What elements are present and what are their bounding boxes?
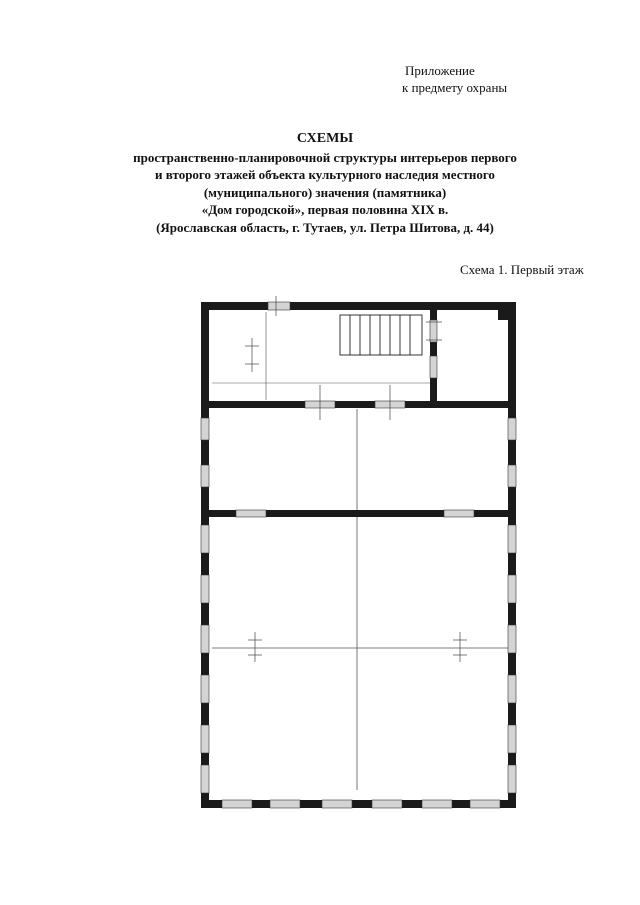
stairs xyxy=(340,315,422,355)
title-line-3: (муниципального) значения (памятника) xyxy=(203,184,447,200)
plan-grid-lines xyxy=(212,312,508,790)
windows xyxy=(201,302,516,808)
title-line-4: «Дом городской», первая половина XIX в. xyxy=(201,202,449,217)
appendix-line-1: Приложение xyxy=(405,63,475,78)
walls xyxy=(201,302,516,808)
title-line-5: (Ярославская область, г. Тутаев, ул. Петра Шитова, д. 44) xyxy=(156,219,494,235)
scheme-label: Схема 1. Первый этаж xyxy=(460,262,584,277)
title-line-2: и второго этажей объекта культурного наследия местного xyxy=(155,167,495,182)
appendix-line-2: к предмету охраны xyxy=(402,80,508,95)
title-heading: СХЕМЫ xyxy=(296,131,354,146)
title-line-1: пространственно-планировочной структуры интерьеров первого xyxy=(133,149,517,165)
